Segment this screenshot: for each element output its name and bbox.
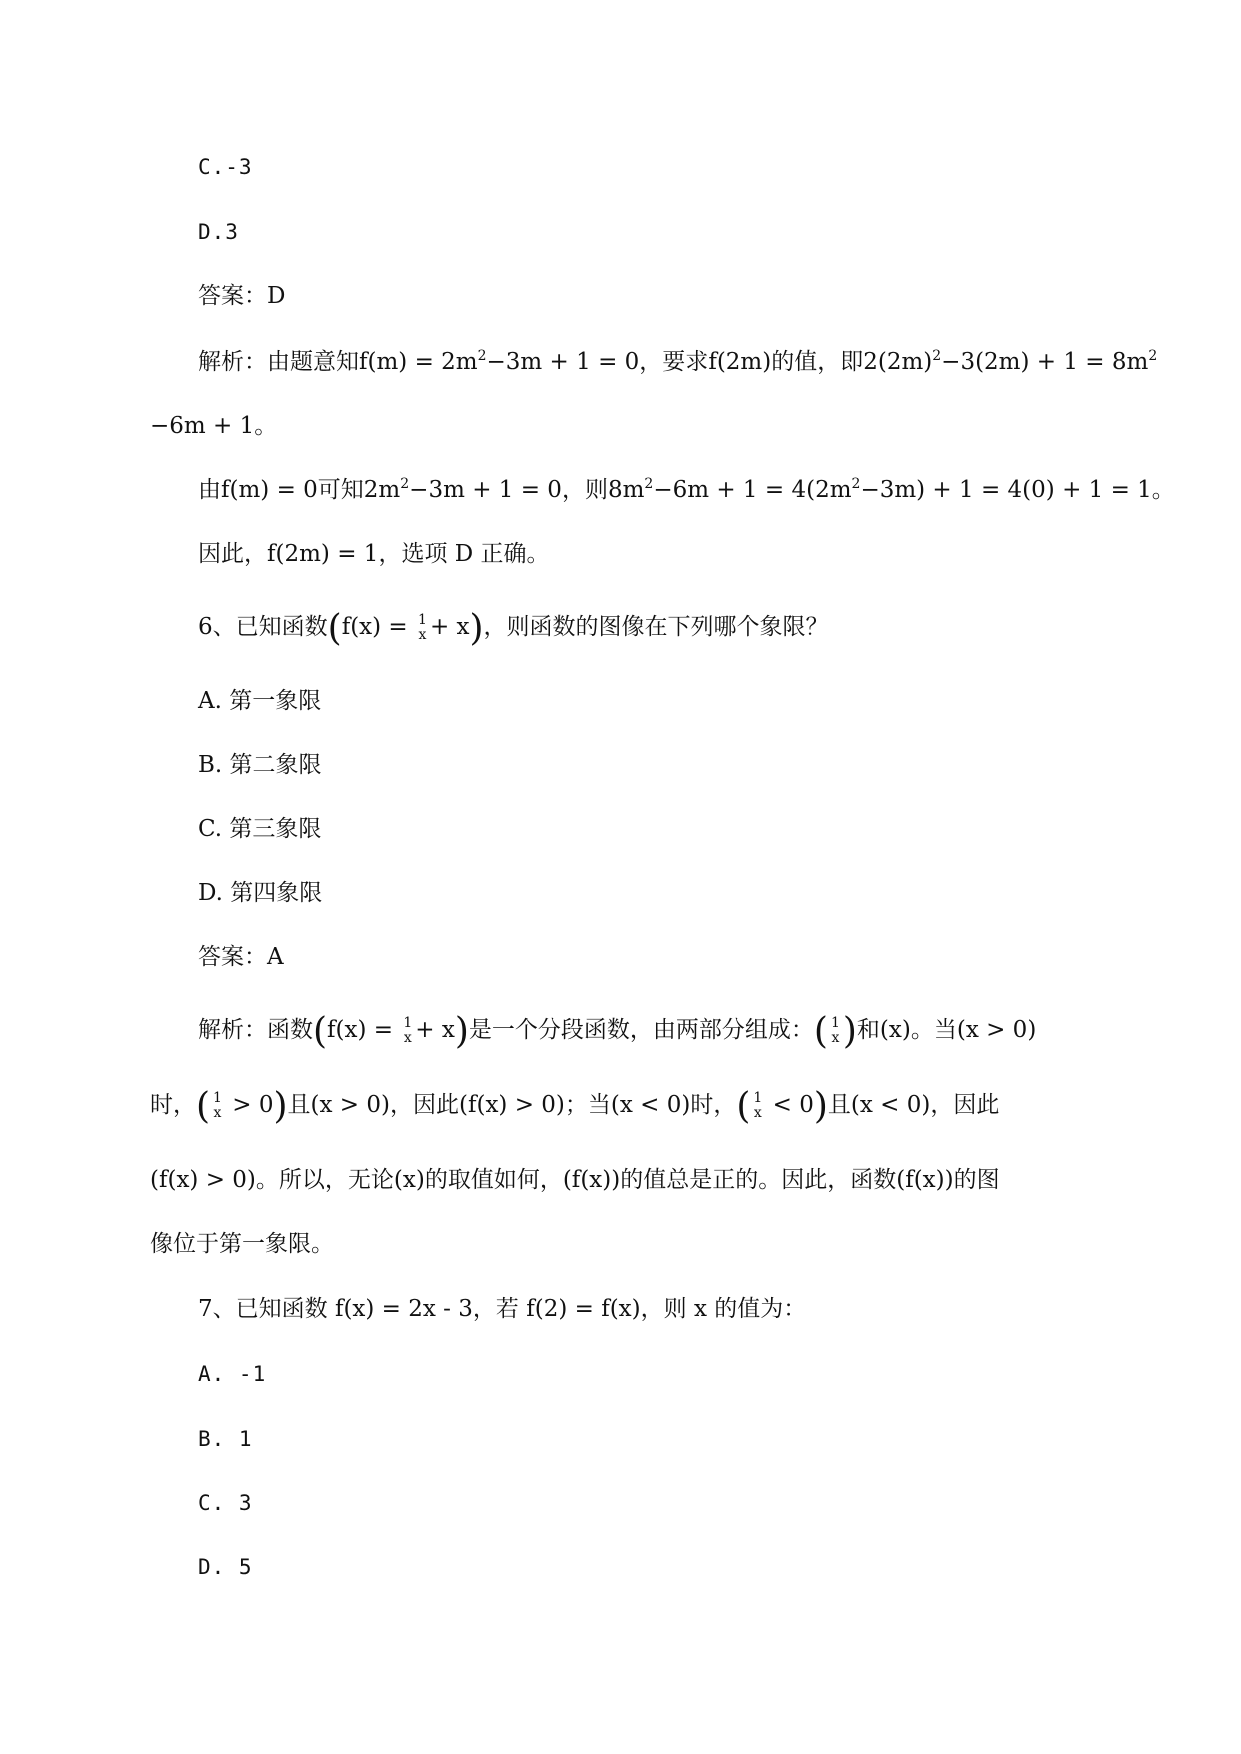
q6-e2-pl: ( bbox=[196, 1086, 211, 1127]
q6-option-a: A. 第一象限 bbox=[198, 688, 322, 714]
q6-e2-den: x bbox=[213, 1105, 222, 1121]
q5-e2-d: 2m bbox=[363, 477, 401, 503]
q6-e2-k: ，因此 bbox=[930, 1092, 1000, 1118]
q6-e2-num: 1 bbox=[213, 1090, 222, 1106]
q5-e2-sup2: 2 bbox=[644, 476, 654, 492]
q6-e1-pr2: ) bbox=[842, 1011, 857, 1052]
q6-option-b: B. 第二象限 bbox=[198, 752, 322, 778]
q6-answer: 答案：A bbox=[198, 944, 284, 970]
q6-explanation-line-2 bbox=[150, 1086, 1000, 1127]
q5-e1-c: −3m + 1 = 0，要求 bbox=[486, 349, 709, 375]
q6-e3-a: (f(x) > 0) bbox=[150, 1167, 256, 1193]
q6-e2-a: 时， bbox=[150, 1092, 196, 1118]
q5-e2-c: 可知 bbox=[317, 477, 364, 503]
q5-explanation-line-3 bbox=[198, 539, 550, 569]
q6-e3-h: 的图 bbox=[953, 1167, 1000, 1193]
q5-e1-b: f(m) = 2m bbox=[359, 349, 478, 375]
q6-e1-num2: 1 bbox=[830, 1015, 840, 1031]
q6-explanation-line-4: 像位于第一象限。 bbox=[150, 1231, 334, 1257]
q6-e1-den: x bbox=[403, 1030, 412, 1046]
q5-explanation-line-1-cont: −6m + 1。 bbox=[150, 413, 278, 439]
q6-e2-j: (x < 0) bbox=[850, 1092, 931, 1118]
q6-e1-c: 和 bbox=[856, 1017, 880, 1043]
q6-e2-frac2 bbox=[753, 1091, 762, 1121]
q6-e3-e: (f(x)) bbox=[562, 1167, 621, 1193]
q6-explanation-line-3 bbox=[150, 1165, 1000, 1195]
q6-e2-num2: 1 bbox=[753, 1090, 763, 1106]
q6-e1-pl: ( bbox=[313, 1011, 328, 1052]
q5-explanation-line-1 bbox=[198, 347, 1157, 377]
q6-e3-g: (f(x)) bbox=[896, 1167, 954, 1193]
q6-e2-pl2: ( bbox=[736, 1086, 751, 1127]
q6-e3-d: 的取值如何， bbox=[424, 1167, 563, 1193]
q5-e1-sup3: 2 bbox=[1148, 348, 1158, 364]
q5-e1-e: 的值，即 bbox=[771, 349, 864, 375]
q5-e2-b: f(m) = 0 bbox=[221, 477, 318, 503]
q6-stem-b: ，则函数的图像在下列哪个象限？ bbox=[483, 614, 829, 640]
q6-frac-num: 1 bbox=[418, 612, 427, 628]
q6-explanation-line-1 bbox=[198, 1011, 1037, 1052]
q5-e3-c: ，选项 D 正确。 bbox=[378, 541, 550, 567]
q6-e1-f: (x > 0) bbox=[956, 1017, 1037, 1043]
q5-e2-g: −6m + 1 = 4(2m bbox=[653, 477, 852, 503]
q6-e3-b: 。所以，无论 bbox=[255, 1167, 394, 1193]
q6-fraction bbox=[418, 613, 427, 643]
q5-e1-f: 2(2m) bbox=[863, 349, 933, 375]
q6-e2-frac bbox=[213, 1091, 222, 1121]
q7-option-c: C. 3 bbox=[198, 1491, 253, 1515]
q6-e1-num: 1 bbox=[403, 1015, 413, 1031]
q6-e2-h: 时， bbox=[690, 1092, 737, 1118]
q6-e2-g: (x < 0) bbox=[610, 1092, 691, 1118]
q5-explanation-line-2 bbox=[198, 475, 1175, 505]
q5-e1-sup2: 2 bbox=[932, 348, 942, 364]
q7-option-b: B. 1 bbox=[198, 1427, 253, 1451]
q6-e2-pr2: ) bbox=[813, 1086, 828, 1127]
q6-e1-a: 解析：函数 bbox=[198, 1017, 313, 1043]
q5-e2-sup3: 2 bbox=[851, 476, 861, 492]
q6-e1-e: 。当 bbox=[910, 1017, 957, 1043]
q6-paren-left: ( bbox=[327, 608, 342, 649]
q5-answer bbox=[198, 281, 285, 311]
q6-e2-pr: ) bbox=[273, 1086, 288, 1127]
q6-e2-e: (f(x) > 0) bbox=[459, 1092, 565, 1118]
q5-e3-b: f(2m) = 1 bbox=[267, 541, 379, 567]
q6-e2-b: 且 bbox=[287, 1092, 311, 1118]
q6-fx-eq: f(x) = bbox=[341, 614, 416, 640]
q5-e2-a: 由 bbox=[198, 477, 221, 503]
q5-option-d: D.3 bbox=[198, 220, 239, 244]
q5-e2-e: −3m + 1 = 0，则 bbox=[409, 477, 608, 503]
q6-e2-lt0: < 0 bbox=[765, 1092, 814, 1118]
q6-e1-b: 是一个分段函数，由两部分组成： bbox=[468, 1017, 814, 1043]
q7-option-a: A. -1 bbox=[198, 1362, 267, 1386]
q6-e1-plusx: + x bbox=[415, 1017, 455, 1043]
q5-e2-sup: 2 bbox=[400, 476, 410, 492]
q6-e2-den2: x bbox=[753, 1105, 762, 1121]
q6-frac-den: x bbox=[418, 627, 427, 643]
q6-e2-d: ，因此 bbox=[390, 1092, 459, 1118]
q5-e2-f: 8m bbox=[607, 477, 645, 503]
q7-option-d: D. 5 bbox=[198, 1555, 253, 1579]
q6-option-c: C. 第三象限 bbox=[198, 816, 322, 842]
q6-e1-frac bbox=[403, 1016, 412, 1046]
q5-e3-a: 因此， bbox=[198, 541, 267, 567]
q6-e1-pr: ) bbox=[454, 1011, 469, 1052]
q6-e1-den2: x bbox=[831, 1030, 840, 1046]
q6-e2-gt0: > 0 bbox=[224, 1092, 274, 1118]
q6-stem bbox=[198, 608, 829, 649]
q6-paren-right: ) bbox=[469, 608, 484, 649]
q6-e2-f: ；当 bbox=[564, 1092, 611, 1118]
q6-option-d: D. 第四象限 bbox=[198, 880, 323, 906]
q6-stem-a: 6、已知函数 bbox=[198, 614, 328, 640]
q6-e1-fx: f(x) = bbox=[327, 1017, 401, 1043]
q5-e1-sup: 2 bbox=[477, 348, 487, 364]
q5-e1-a: 解析：由题意知 bbox=[198, 349, 359, 375]
q6-e3-c: (x) bbox=[393, 1167, 425, 1193]
q6-plus-x: + x bbox=[429, 614, 470, 640]
q7-stem: 7、已知函数 f(x) = 2x - 3，若 f(2) = f(x)，则 x 的值为： bbox=[198, 1296, 807, 1322]
q5-e1-d: f(2m) bbox=[708, 349, 772, 375]
q6-e2-c: (x > 0) bbox=[310, 1092, 390, 1118]
q5-e2-h: −3m) + 1 = 4(0) + 1 = 1。 bbox=[860, 477, 1175, 503]
q6-e1-frac2 bbox=[831, 1016, 840, 1046]
q6-e3-f: 的值总是正的。因此，函数 bbox=[620, 1167, 897, 1193]
q6-e2-i: 且 bbox=[827, 1092, 851, 1118]
q5-option-c: C.-3 bbox=[198, 155, 253, 179]
q5-e1-g: −3(2m) + 1 = 8m bbox=[941, 349, 1149, 375]
q6-e1-d: (x) bbox=[879, 1017, 911, 1043]
q5-answer-text: 答案：D bbox=[198, 283, 286, 309]
q6-e1-pl2: ( bbox=[813, 1011, 828, 1052]
